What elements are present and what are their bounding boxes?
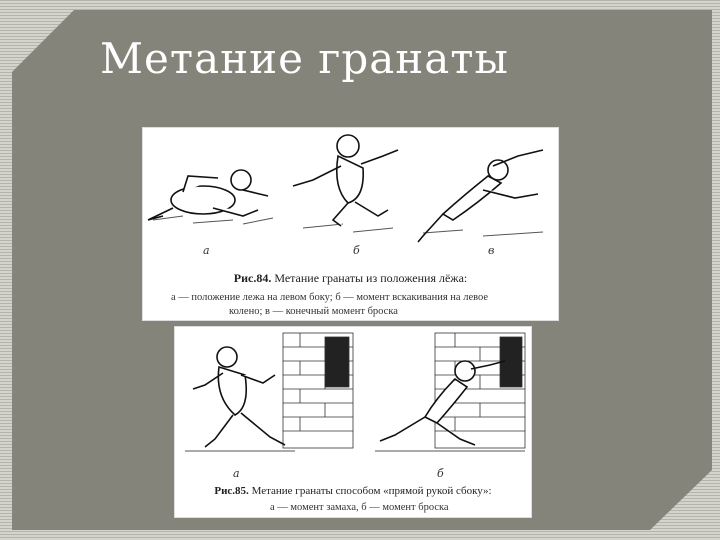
fig84-caption-line2: колено; в — конечный момент броска <box>229 306 398 317</box>
fig84-label-b: б <box>353 244 360 257</box>
brick-wall-left <box>283 333 353 448</box>
figure-85 <box>174 326 532 518</box>
fig85-caption-title <box>175 485 531 497</box>
fig85-label-a: а <box>233 467 240 480</box>
fig84-label-a: а <box>203 244 210 257</box>
soldier-c-figure <box>418 150 543 242</box>
fig84-caption-line1: а — положение лежа на левом боку; б — момент вскакивания на левое <box>171 292 489 303</box>
fig85-label-b: б <box>437 467 444 480</box>
figure-84 <box>142 127 559 321</box>
fig85-title: Метание гранаты способом «прямой рукой сбоку»: <box>251 485 492 497</box>
soldier-a-figure <box>148 170 268 220</box>
soldier-windup-figure <box>193 347 285 447</box>
fig85-caption-line1: а — момент замаха, б — момент броска <box>270 502 449 513</box>
soldier-b-figure <box>293 135 398 226</box>
fig84-number: Рис.84. <box>233 271 272 285</box>
slide-title: Метание гранаты <box>100 34 509 83</box>
fig84-label-v: в <box>488 244 495 257</box>
fig85-number: Рис.85. <box>214 485 249 497</box>
fig84-title: Метание гранаты из положения лёжа: <box>274 271 468 285</box>
fig84-caption-title <box>143 271 558 286</box>
